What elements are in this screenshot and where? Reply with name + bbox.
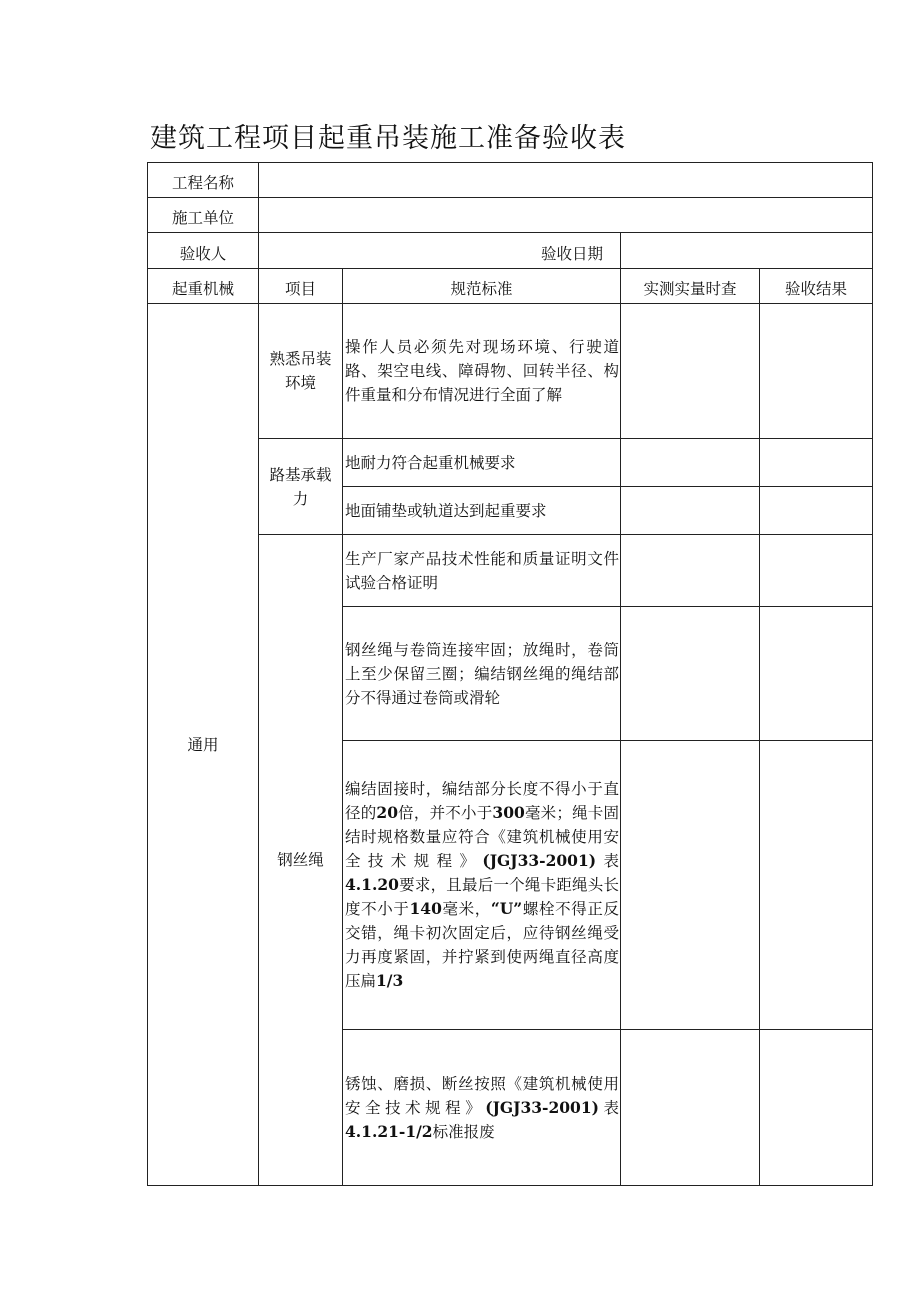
result-cell[interactable] xyxy=(760,487,873,535)
inspector-row xyxy=(148,233,873,269)
construction-unit-label: 施工单位 xyxy=(148,198,259,233)
standard-roadbed-2: 地面铺垫或轨道达到起重要求 xyxy=(343,487,621,535)
col-header-standard: 规范标准 xyxy=(343,269,621,304)
actual-check-cell[interactable] xyxy=(621,487,760,535)
construction-unit-field[interactable] xyxy=(259,198,873,233)
column-header-row xyxy=(148,269,873,304)
page-title: 建筑工程项目起重吊装施工准备验收表 xyxy=(150,123,626,154)
standard-wire-rope-2: 钢丝绳与卷筒连接牢固；放绳时，卷筒上至少保留三圈；编结钢丝绳的绳结部分不得通过卷筒或滑轮 xyxy=(343,607,621,741)
result-cell[interactable] xyxy=(760,607,873,741)
inspector-label: 验收人 xyxy=(148,233,259,269)
standard-environment: 操作人员必须先对现场环境、行驶道路、架空电线、障碍物、回转半径、构件重量和分布情况进行全面了解 xyxy=(343,304,621,439)
result-cell[interactable] xyxy=(760,1030,873,1186)
project-name-label: 工程名称 xyxy=(148,163,259,198)
table-row xyxy=(148,304,873,439)
actual-check-cell[interactable] xyxy=(621,535,760,607)
col-header-item: 项目 xyxy=(259,269,343,304)
actual-check-cell[interactable] xyxy=(621,607,760,741)
project-name-field[interactable] xyxy=(259,163,873,198)
inspector-field[interactable] xyxy=(259,233,621,269)
actual-check-cell[interactable] xyxy=(621,439,760,487)
standard-roadbed-1: 地耐力符合起重机械要求 xyxy=(343,439,621,487)
result-cell[interactable] xyxy=(760,741,873,1030)
item-name-roadbed: 路基承载力 xyxy=(259,439,343,535)
col-header-machine: 起重机械 xyxy=(148,269,259,304)
inspection-date-label: 验收日期 xyxy=(540,245,603,263)
actual-check-cell[interactable] xyxy=(621,1030,760,1186)
result-cell[interactable] xyxy=(760,535,873,607)
result-cell[interactable] xyxy=(760,304,873,439)
col-header-result: 验收结果 xyxy=(760,269,873,304)
inspection-date-field[interactable] xyxy=(621,233,873,269)
result-cell[interactable] xyxy=(760,439,873,487)
actual-check-cell[interactable] xyxy=(621,741,760,1030)
group-cell-general: 通用 xyxy=(148,304,259,1186)
item-name-environment: 熟悉吊装环境 xyxy=(259,304,343,439)
project-name-row xyxy=(148,163,873,198)
standard-wire-rope-4: 锈蚀、磨损、断丝按照《建筑机械使用安全技术规程》(JGJ33-2001)表4.1.21-1/2标准报废 xyxy=(343,1030,621,1186)
standard-wire-rope-3: 编结固接时，编结部分长度不得小于直径的20倍，并不小于300毫米；绳卡固结时规格数量应符合《建筑机械使用安全技术规程》(JGJ33-2001)表4.1.20要求，且最后一个绳卡距绳头长度不小于140毫米，“U”螺栓不得正反交错，绳卡初次固定后，应待钢丝绳受力再度紧固，并拧紧到使两绳直径高度压扁1/3 xyxy=(343,741,621,1030)
construction-unit-row xyxy=(148,198,873,233)
standard-wire-rope-1: 生产厂家产品技术性能和质量证明文件试验合格证明 xyxy=(343,535,621,607)
inspection-form-table xyxy=(147,162,873,1186)
item-name-wire-rope: 钢丝绳 xyxy=(259,535,343,1186)
col-header-actual-check: 实测实量时查 xyxy=(621,269,760,304)
actual-check-cell[interactable] xyxy=(621,304,760,439)
